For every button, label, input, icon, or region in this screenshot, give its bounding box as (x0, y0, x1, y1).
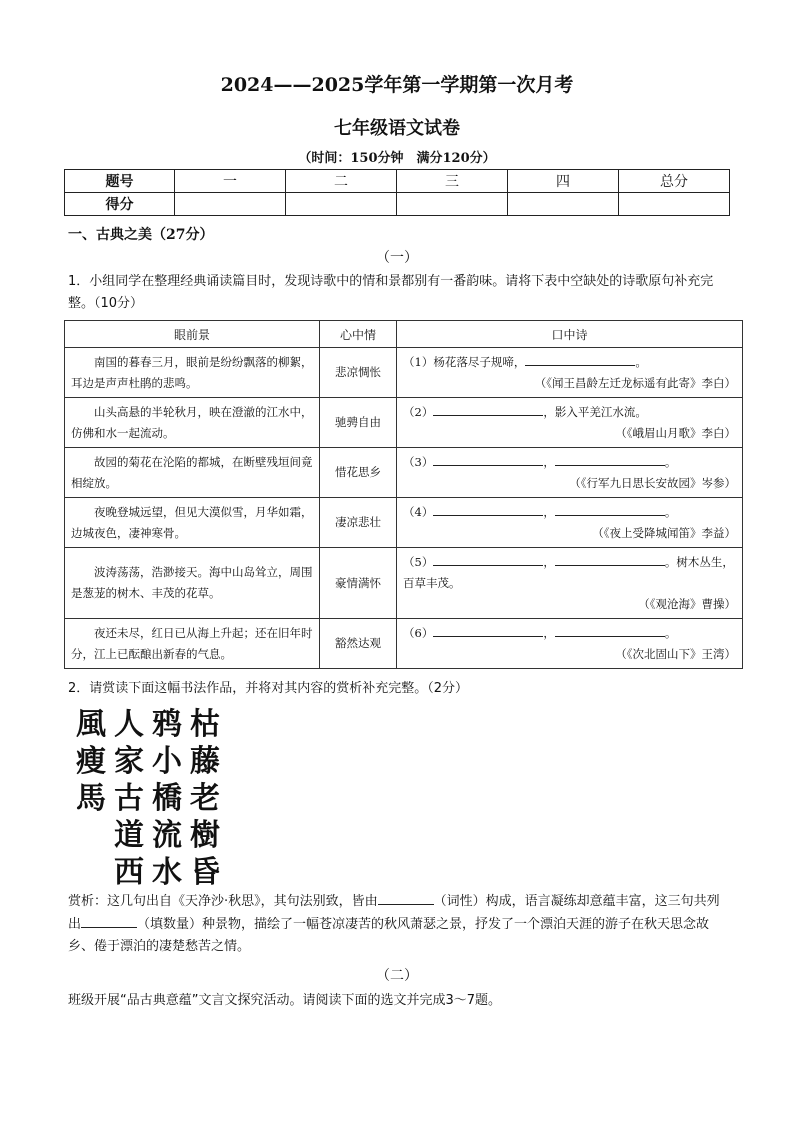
verse-cell (397, 398, 743, 448)
feeling-cell: 豁然达观 (320, 619, 397, 669)
poem-col-header: 口中诗 (397, 321, 743, 348)
score-table-header-row (65, 170, 730, 193)
exam-title: 2024——2025学年第一学期第一次月考 (220, 74, 574, 96)
question-1-text: 1．小组同学在整理经典诵读篇目时，发现诗歌中的情和景都别有一番韵味。请将下表中空缺处的诗歌原句补充完整。（10分） (68, 274, 714, 311)
score-input-cell[interactable] (618, 193, 729, 216)
score-cell: 二 (285, 170, 396, 193)
score-input-cell[interactable] (507, 193, 618, 216)
poem-col-header: 心中情 (320, 321, 397, 348)
verse-source: （《夜上受降城闻笛》李益） (592, 526, 736, 540)
feeling-cell: 豪情满怀 (320, 548, 397, 619)
score-input-cell[interactable] (396, 193, 507, 216)
answer-blank[interactable] (555, 622, 665, 637)
score-table (64, 169, 730, 216)
verse-source: （《观沧海》曹操） (638, 597, 736, 611)
verse-given: 。 (664, 455, 677, 469)
feeling-cell: 驰骋自由 (320, 398, 397, 448)
verse-source: （《峨眉山月歌》李白） (615, 426, 736, 440)
verse-given: 。 (635, 355, 647, 369)
answer-blank[interactable] (433, 622, 543, 637)
verse-source: （《次北固山下》王湾） (615, 647, 736, 661)
poem-row (65, 398, 743, 448)
feeling-cell: 凄凉悲壮 (320, 498, 397, 548)
calligraphy-column: 鸦 小 橋 流 水 (152, 707, 182, 890)
poem-row (65, 548, 743, 619)
verse-given: 。 (664, 505, 677, 519)
verse-number: （4） (403, 505, 434, 519)
score-input-cell[interactable] (175, 193, 286, 216)
scene-cell: 山头高悬的半轮秋月，映在澄澈的江水中，仿佛和水一起流动。 (65, 398, 320, 448)
part-mark: （一） (376, 250, 418, 266)
answer-blank[interactable] (81, 913, 137, 928)
score-row-label: 得分 (65, 193, 175, 216)
poem-row (65, 498, 743, 548)
scene-cell: 夜还未尽，红日已从海上升起；还在旧年时分，江上已酝酿出新春的气息。 (65, 619, 320, 669)
feeling-cell: 惜花思乡 (320, 448, 397, 498)
exam-subtitle: 七年级语文试卷 (334, 118, 460, 139)
appreciation-part: 赏析：这几句出自《天净沙·秋思》，其句法别致，皆由 (68, 894, 378, 909)
time-info: （时间：150分钟 满分120分） (298, 151, 496, 166)
verse-cell: （6） ， 。 （《次北固山下》王湾） (397, 619, 743, 669)
poem-row (65, 619, 743, 669)
verse-given: ，影入平羌江水流。 (543, 405, 647, 419)
answer-blank[interactable] (555, 551, 665, 566)
score-cell: 题号 (65, 170, 175, 193)
answer-blank[interactable] (433, 551, 543, 566)
answer-blank[interactable] (378, 890, 434, 905)
calligraphy-column: 人 家 古 道 西 (114, 707, 144, 890)
score-input-cell[interactable] (285, 193, 396, 216)
appreciation-text (68, 890, 730, 958)
calligraphy-artwork (74, 706, 224, 890)
verse-given: 。树木丛生，百草丰茂。 (403, 555, 734, 590)
poem-table (64, 320, 743, 669)
verse-cell (397, 348, 743, 398)
score-cell: 一 (175, 170, 286, 193)
scene-cell: 南国的暮春三月，眼前是纷纷飘落的柳絮，耳边是声声杜鹃的悲鸣。 (65, 348, 320, 398)
score-cell: 四 (507, 170, 618, 193)
verse-number: （5） (403, 555, 434, 569)
verse-cell: （5） ， 。树木丛生，百草丰茂。 （《观沧海》曹操） (397, 548, 743, 619)
appreciation-part: （词性）构成，语言凝练却意蕴丰富，这三句共列出 (68, 894, 720, 932)
scene-cell: 夜晚登城远望，但见大漠似雪，月华如霜，边城夜色，凄神寒骨。 (65, 498, 320, 548)
scene-cell: 故园的菊花在沦陷的都城，在断壁残垣间竟相绽放。 (65, 448, 320, 498)
verse-cell: （3） ， 。 （《行军九日思长安故园》岑参） (397, 448, 743, 498)
score-table-score-row (65, 193, 730, 216)
score-cell: 总分 (618, 170, 729, 193)
verse-number: （1） (403, 355, 434, 369)
calligraphy-column: 風 瘦 馬 (76, 707, 106, 816)
verse-given: 杨花落尽子规啼， (433, 355, 526, 369)
answer-blank[interactable] (433, 401, 543, 416)
verse-source: （《行军九日思长安故园》岑参） (569, 476, 736, 490)
verse-given: 。 (664, 626, 677, 640)
answer-blank[interactable] (433, 451, 543, 466)
verse-number: （3） (403, 455, 434, 469)
poem-col-header: 眼前景 (65, 321, 320, 348)
feeling-cell: 悲凉惆怅 (320, 348, 397, 398)
poem-row (65, 448, 743, 498)
score-cell: 三 (396, 170, 507, 193)
verse-cell: （4） ， 。 （《夜上受降城闻笛》李益） (397, 498, 743, 548)
calligraphy-column: 枯 藤 老 樹 昏 (190, 707, 220, 890)
answer-blank[interactable] (433, 501, 543, 516)
activity-text: 班级开展“品古典意蕴”文言文探究活动。请阅读下面的选文并完成3～7题。 (68, 993, 502, 1008)
part-mark: （二） (376, 968, 418, 984)
answer-blank[interactable] (555, 451, 665, 466)
poem-table-header (65, 321, 743, 348)
answer-blank[interactable] (555, 501, 665, 516)
answer-blank[interactable] (525, 351, 635, 366)
section-heading: 一、古典之美（27分） (68, 227, 214, 243)
scene-cell: 波涛荡荡，浩渺接天。海中山岛耸立，周围是葱茏的树木、丰茂的花草。 (65, 548, 320, 619)
verse-number: （6） (403, 626, 434, 640)
poem-row (65, 348, 743, 398)
question-2-text: 2．请赏读下面这幅书法作品，并将对其内容的赏析补充完整。（2分） (68, 681, 469, 696)
appreciation-part: （填数量）种景物，描绘了一幅苍凉凄苦的秋风萧瑟之景，抒发了一个漂泊天涯的游子在秋天思念故乡、倦于漂泊的凄楚愁苦之情。 (68, 917, 710, 954)
verse-source: （《闻王昌龄左迁龙标遥有此寄》李白） (534, 376, 736, 390)
verse-number: （2） (403, 405, 434, 419)
